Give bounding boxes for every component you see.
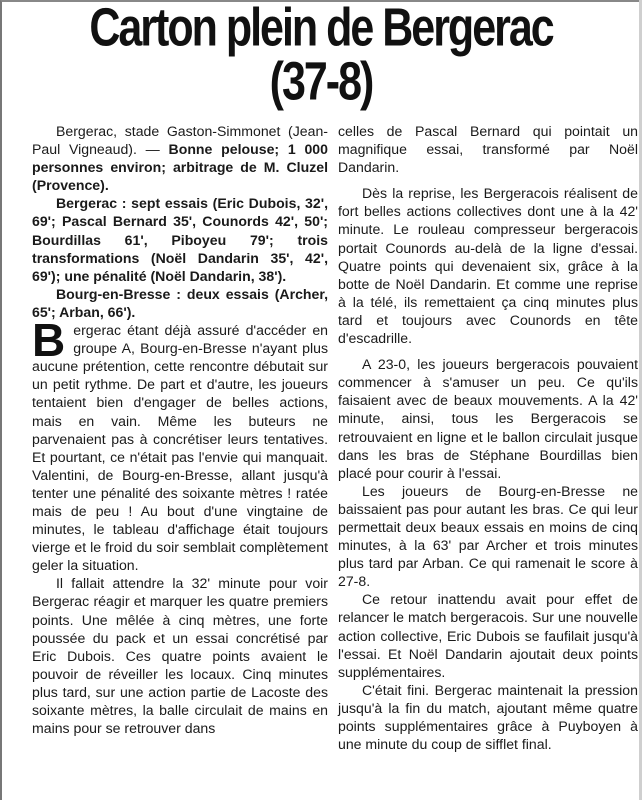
headline-title: Carton plein de Bergerac (89, 0, 553, 58)
article-column-right (338, 122, 638, 753)
bergerac-scoring: Bergerac : sept essais (Eric Dubois, 32', 69'; Pascal Bernard 35', Counords 42', 50'; Bourdillas 61', Piboyeu 79'; trois transformations (Noël Dandarin 35', 42', 69'); une pénalité (Noël Dandarin, 38'). (32, 195, 328, 284)
article-paragraph (32, 314, 328, 574)
article-paragraph: Les joueurs de Bourg-en-Bresse ne baissaient pas pour autant les bras. Ce qui leur permettait deux beaux essais en moins de cinq minutes, à la 63' par Archer et trois minutes plus tard par Arban. Ce qui ramenait le score à 27-8. (338, 482, 638, 590)
paragraph-text: ergerac étant déjà assuré d'accéder en groupe A, Bourg-en-Bresse n'ayant plus aucune prétention, cette rencontre débutait sur un petit rythme. De part et d'autre, les joueurs tentaient bien d'engager de belles actions, mais en vain. Même les buteurs ne parvenaient pas à concrétiser leurs tentatives. Et pourtant, ce n'était pas l'envie qui manquait. Valentini, de Bourg-en-Bresse, allant jusqu'à tenter une pénalité des soixante mètres ! ratée mais de peu ! Au bout d'une vingtaine de minutes, le tableau d'affichage était toujours vierge et le froid du soir semblait complètement geler la situation. (32, 322, 328, 574)
drop-cap: B (32, 314, 66, 367)
bourg-scoring: Bourg-en-Bresse : deux essais (Archer, 65'; Arban, 66'). (32, 285, 328, 320)
article-paragraph: Dès la reprise, les Bergeracois réalisent de fort belles actions collectives dont une à la 42' minute. Le rouleau compresseur bergeracois portait Counords au-delà de la ligne d'essai. Quatre points qui devenaient six, grâce à la botte de Noël Dandarin. Et comme une reprise à la télé, ils remettaient ça cinq minutes plus tard et toujours avec Counords en tête d'escadrille. (338, 185, 638, 347)
match-conditions: Bonne pelouse; 1 000 personnes environ; arbitrage de M. Cluzel (Provence). (32, 141, 328, 194)
match-venue: Bergerac, stade Gaston-Simmonet (Jean-Paul Vigneaud). — (32, 123, 328, 158)
match-info (32, 122, 328, 194)
article-paragraph: C'était fini. Bergerac maintenait la pression jusqu'à la fin du match, ajoutant même quatre points supplémentaires grâce à Puyboyen à une minute du coup de sifflet final. (338, 681, 638, 753)
article-paragraph: Ce retour inattendu avait pour effet de relancer le match bergeracois. Sur une nouvelle action collective, Eric Dubois se faufilait jusqu'à l'essai. Et Noël Dandarin ajoutait deux points supplémentaires. (338, 591, 638, 680)
article-paragraph: celles de Pascal Bernard qui pointait un magnifique essai, transformé par Noël Dandarin. (338, 123, 638, 176)
article-column-left (32, 122, 328, 737)
article-paragraph: Il fallait attendre la 32' minute pour voir Bergerac réagir et marquer les quatre premiers points. Une mêlée à cinq mètres, une forte poussée du pack et un essai concrétisé par Eric Dubois. Ces quatre points avaient le pouvoir de réveiller les locaux. Cinq minutes plus tard, sur une action partie de Lacoste des soixante mètres, la balle circulait de mains en mains pour se retrouver dans (32, 575, 328, 737)
headline-score: (37-8) (269, 51, 373, 112)
article-paragraph: A 23-0, les joueurs bergeracois pouvaient commencer à s'amuser un peu. Ce qu'ils faisaient avec de beaux mouvements. A la 42' minute, ainsi, tous les Bergeracois se retrouvaient en ligne et le ballon circulait jusque dans les bras de Stéphane Bourdillas bien placé pour courir à l'essai. (338, 356, 638, 481)
